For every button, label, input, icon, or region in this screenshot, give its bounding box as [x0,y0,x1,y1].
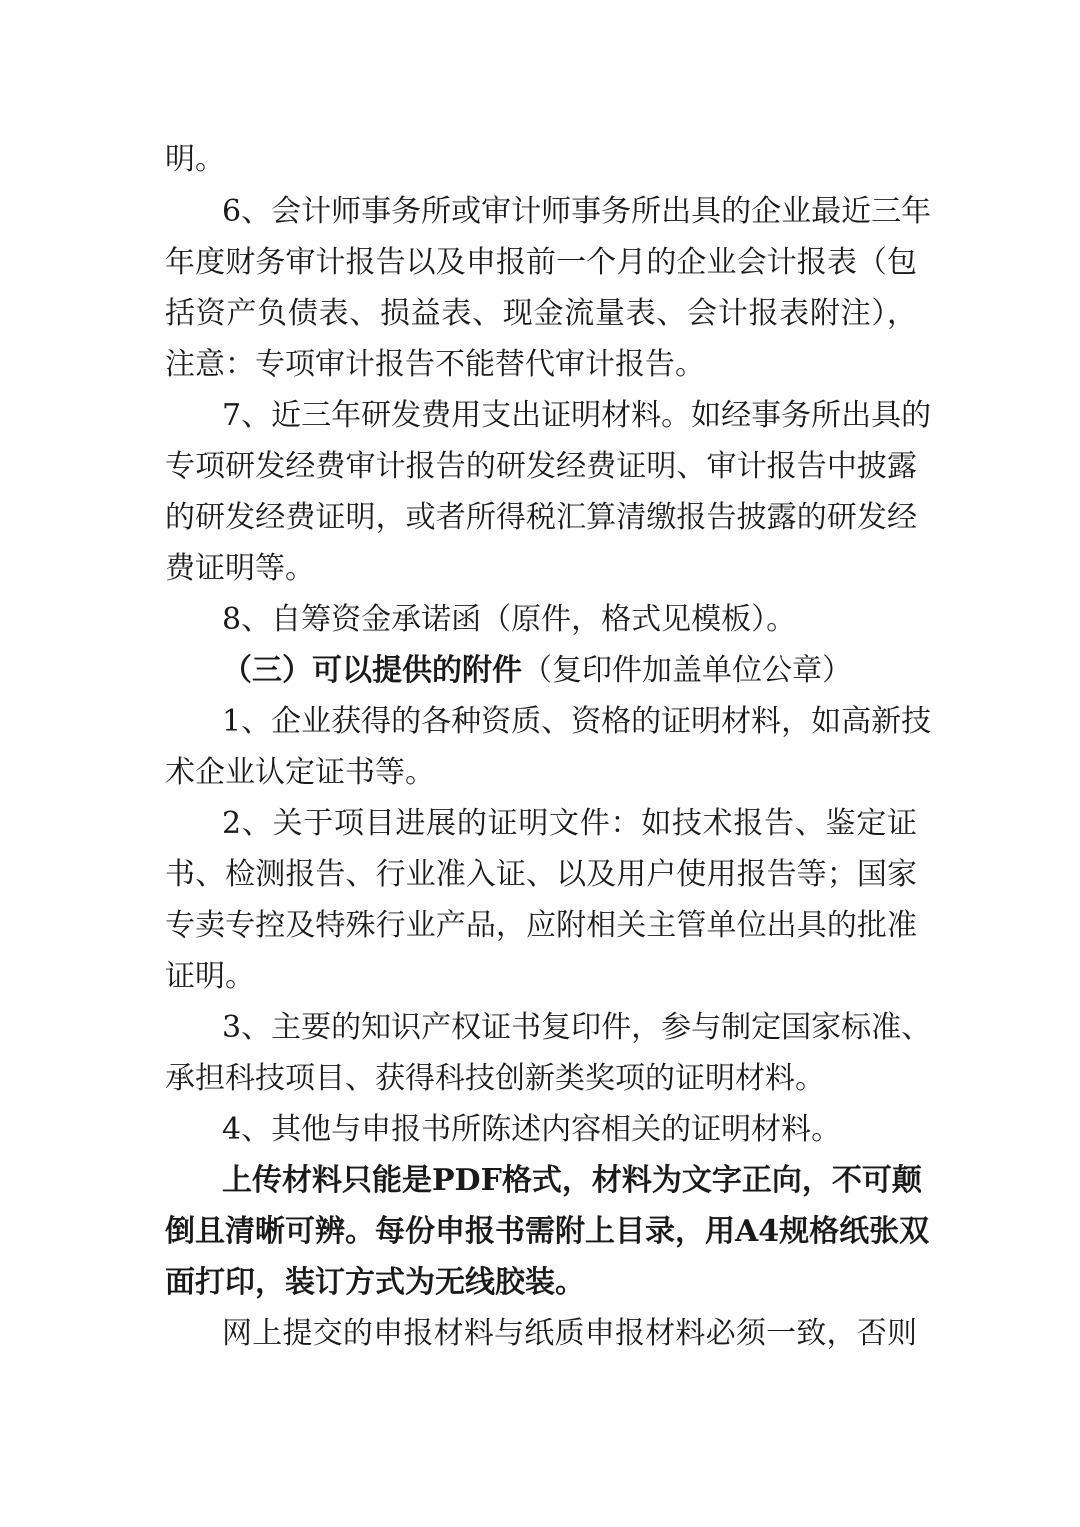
attach-2-line-1: 2、关于项目进展的证明文件：如技术报告、鉴定证 [222,806,917,841]
section-3-note: （复印件加盖单位公章） [522,653,852,688]
item-6-line-1: 6、会计师事务所或审计师事务所出具的企业最近三年 [222,194,932,229]
attach-3-line-2: 承担科技项目、获得科技创新类奖项的证明材料。 [165,1061,825,1096]
item-7-line-2: 专项研发经费审计报告的研发经费证明、审计报告中披露 [165,449,917,484]
section-3-heading [222,653,917,689]
upload-note-line-2: 倒且清晰可辨。每份申报书需附上目录，用A4规格纸张双 [165,1214,930,1249]
attach-1-line-2: 术企业认定证书等。 [165,755,435,790]
paragraph-5-tail: 明。 [165,142,225,177]
attach-3-line-1: 3、主要的知识产权证书复印件，参与制定国家标准、 [222,1010,932,1045]
upload-note-line-3: 面打印，装订方式为无线胶装。 [165,1265,585,1300]
upload-note-line-1: 上传材料只能是PDF格式，材料为文字正向，不可颠 [222,1163,922,1198]
item-6-line-4: 注意：专项审计报告不能替代审计报告。 [165,347,705,382]
attach-2-line-4: 证明。 [165,959,255,994]
item-7-line-4: 费证明等。 [165,551,315,586]
item-8-line-1: 8、自筹资金承诺函（原件，格式见模板）。 [222,602,797,637]
item-6-line-2: 年度财务审计报告以及申报前一个月的企业会计报表（包 [165,245,917,280]
item-7-line-3: 的研发经费证明，或者所得税汇算清缴报告披露的研发经 [165,500,917,535]
attach-4-line-1: 4、其他与申报书所陈述内容相关的证明材料。 [222,1112,842,1147]
section-3-title: （三）可以提供的附件 [222,653,522,688]
attach-1-line-1: 1、企业获得的各种资质、资格的证明材料，如高新技 [222,704,932,739]
consistency-note-line-1: 网上提交的申报材料与纸质申报材料必须一致，否则 [222,1316,917,1351]
item-6-line-3: 括资产负债表、损益表、现金流量表、会计报表附注）， [165,296,917,331]
attach-2-line-3: 专卖专控及特殊行业产品，应附相关主管单位出具的批准 [165,908,917,943]
attach-2-line-2: 书、检测报告、行业准入证、以及用户使用报告等；国家 [165,857,917,892]
item-7-line-1: 7、近三年研发费用支出证明材料。如经事务所出具的 [222,398,932,433]
